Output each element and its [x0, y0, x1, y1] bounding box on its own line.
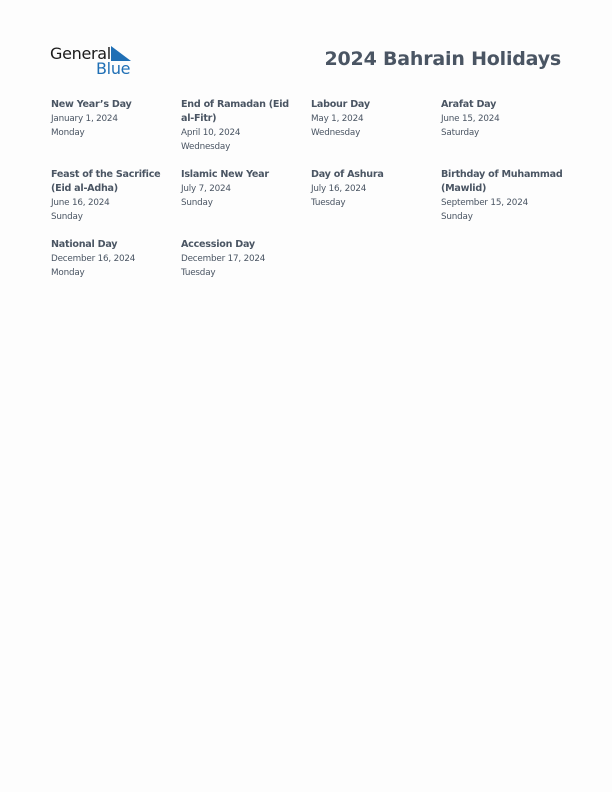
brand-logo: [50, 44, 140, 78]
holiday-item: [441, 98, 563, 140]
holiday-item: [181, 168, 303, 210]
holiday-item: [181, 98, 303, 154]
holiday-weekday: Wednesday: [311, 128, 361, 138]
holiday-date: December 16, 2024: [51, 254, 136, 264]
holiday-weekday: Tuesday: [311, 198, 346, 208]
holiday-weekday: Monday: [51, 128, 85, 138]
holiday-name: National Day: [51, 239, 118, 250]
holiday-date: September 15, 2024: [441, 198, 528, 208]
holiday-name: End of Ramadan (Eid al-Fitr): [181, 99, 289, 124]
holiday-date: December 17, 2024: [181, 254, 266, 264]
holiday-date: July 16, 2024: [311, 184, 367, 194]
holiday-weekday: Sunday: [51, 212, 83, 222]
brand-name-blue: Blue: [96, 59, 131, 78]
holiday-item: [311, 168, 433, 210]
holiday-name: Feast of the Sacrifice (Eid al-Adha): [51, 169, 161, 194]
holiday-item: [311, 98, 433, 140]
holiday-weekday: Monday: [51, 268, 85, 278]
holiday-date: July 7, 2024: [181, 184, 231, 194]
page-title: 2024 Bahrain Holidays: [324, 48, 561, 70]
holiday-date: June 15, 2024: [441, 114, 500, 124]
holiday-name: Labour Day: [311, 99, 370, 110]
holiday-item: [51, 98, 173, 140]
holiday-weekday: Sunday: [441, 212, 473, 222]
holiday-name: Accession Day: [181, 239, 255, 250]
holiday-date: April 10, 2024: [181, 128, 241, 138]
holiday-weekday: Saturday: [441, 128, 480, 138]
holiday-item: [51, 238, 173, 280]
holiday-item: [441, 168, 563, 224]
holiday-weekday: Sunday: [181, 198, 213, 208]
holiday-weekday: Tuesday: [181, 268, 216, 278]
holiday-item: [51, 168, 173, 224]
holiday-name: Day of Ashura: [311, 169, 384, 180]
holiday-name: Birthday of Muhammad (Mawlid): [441, 169, 563, 194]
holiday-date: May 1, 2024: [311, 114, 364, 124]
holiday-date: January 1, 2024: [51, 114, 118, 124]
holiday-name: Islamic New Year: [181, 169, 269, 180]
holiday-weekday: Wednesday: [181, 142, 231, 152]
brand-name-general: General: [50, 44, 111, 63]
holiday-name: Arafat Day: [441, 99, 497, 110]
holiday-date: June 16, 2024: [51, 198, 110, 208]
holiday-item: [181, 238, 303, 280]
holiday-name: New Year’s Day: [51, 99, 132, 110]
